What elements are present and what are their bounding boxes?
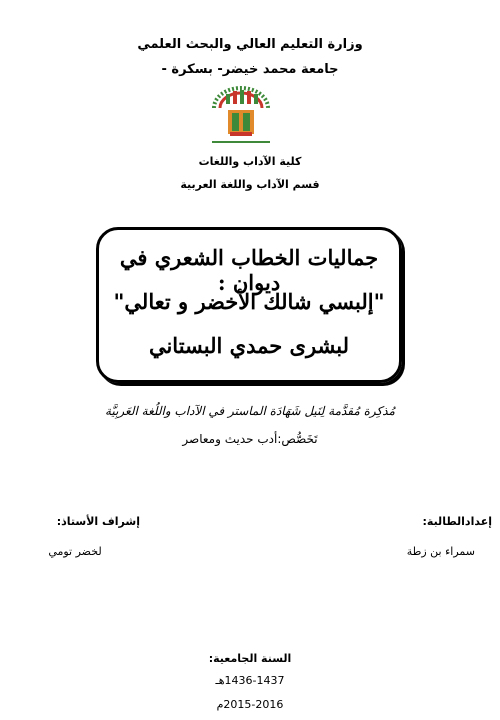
academic-year-label: السنة الجامعية: (208, 652, 292, 665)
memo-description: مُذكِرة مُقدَّمة لِنَيل شَهَادَة الماستر في الآداب واللُغة العَربِيَّة (105, 404, 395, 418)
faculty-heading: كلية الآداب واللغات (198, 155, 302, 168)
ministry-heading: وزارة التعليم العالي والبحث العلمي (137, 37, 363, 52)
thesis-title-line-1: جماليات الخطاب الشعري في ديوان : (119, 245, 379, 295)
supervisor-name: لخضر تومي (48, 545, 102, 558)
university-logo (208, 86, 274, 148)
academic-year-gregorian: 2015-2016م (216, 698, 284, 711)
student-name: سمراء بن زطة (406, 545, 475, 558)
student-label: إعدادالطالبة: (422, 515, 492, 528)
academic-year-hijri: 1436-1437هـ (215, 674, 285, 687)
department-heading: قسم الآداب واللغة العربية (180, 178, 320, 191)
supervisor-label: إشراف الأستاذ: (56, 515, 140, 528)
thesis-title-line-3: لبشرى حمدي البستاني (148, 333, 350, 358)
specialization: تَخَصُّص:أدب حديث ومعاصر (182, 432, 318, 446)
thesis-title-line-2: "إلبسي شالك الأخضر و تعالي" (113, 289, 385, 314)
university-heading: جامعة محمد خيضر- بسكرة - (161, 62, 339, 77)
